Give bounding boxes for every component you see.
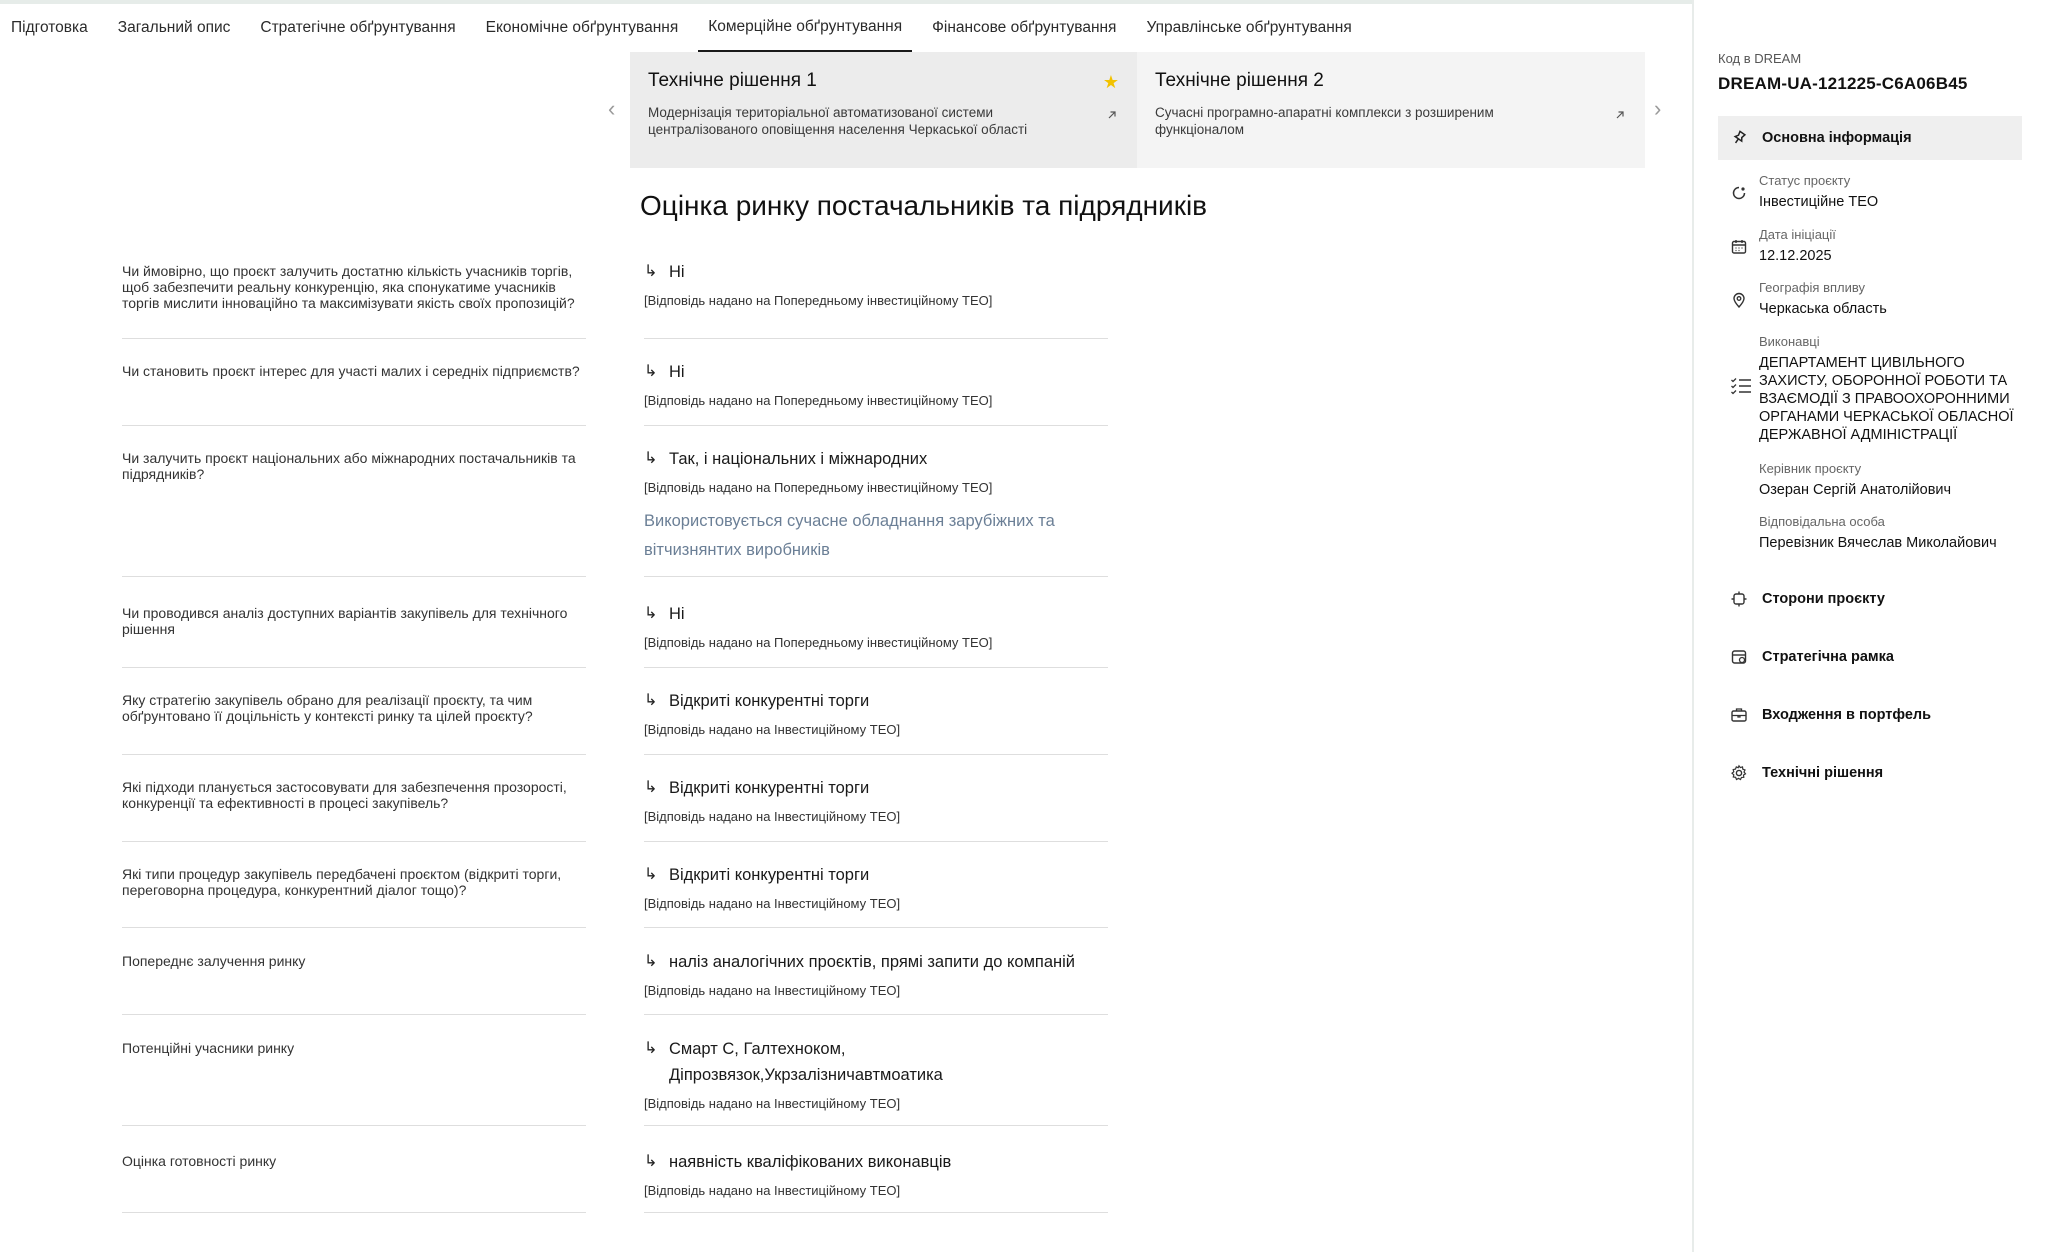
- divider: [644, 1125, 1108, 1126]
- divider: [644, 841, 1108, 842]
- question-text: Яку стратегію закупівель обрано для реалізації проєкту, та чим обґрунтовано її доцільність у контексті ринку та цілей проєкту?: [122, 692, 533, 724]
- tech-solution-card-1[interactable]: [630, 52, 1137, 168]
- divider: [122, 425, 586, 426]
- info-label: Статус проєкту: [1759, 173, 1851, 188]
- nav-portfolio-entry[interactable]: [1718, 697, 2022, 733]
- divider: [644, 576, 1108, 577]
- nav-label: Стратегічна рамка: [1762, 649, 1894, 665]
- info-label: Дата ініціації: [1759, 227, 1836, 242]
- answer-block: [644, 601, 1108, 650]
- answer-text: Ні: [669, 605, 685, 623]
- pin-icon: [1730, 129, 1748, 147]
- frame-icon: [1730, 648, 1748, 666]
- info-label: Географія впливу: [1759, 280, 1865, 295]
- answer-source: [Відповідь надано на Інвестиційному ТЕО]: [644, 1183, 901, 1198]
- carousel-prev-icon[interactable]: ‹: [608, 96, 616, 121]
- project-sidebar: [1692, 0, 2048, 1252]
- tab-financial-case[interactable]: Фінансове обґрунтування: [932, 19, 1117, 36]
- reply-arrow-icon: ↳: [644, 450, 658, 467]
- question-text: Попереднє залучення ринку: [122, 953, 306, 969]
- nav-label: Сторони проєкту: [1762, 591, 1885, 607]
- answer-text: наліз аналогічних проєктів, прямі запити до компаній: [669, 953, 1076, 971]
- answer-text: Відкриті конкурентні торги: [669, 692, 870, 710]
- answer-text: Ні: [669, 363, 685, 381]
- divider: [644, 338, 1108, 339]
- answer-source: [Відповідь надано на Попередньому інвестиційному ТЕО]: [644, 480, 993, 495]
- divider: [644, 1014, 1108, 1015]
- section-title: Оцінка ринку постачальників та підрядників: [640, 190, 1208, 221]
- answer-source: [Відповідь надано на Інвестиційному ТЕО]: [644, 983, 901, 998]
- nav-main-info-label: Основна інформація: [1762, 130, 1912, 146]
- nav-strategic-frame[interactable]: [1718, 639, 2022, 675]
- info-value: Озеран Сергій Анатолійович: [1759, 482, 1952, 498]
- answer-source: [Відповідь надано на Інвестиційному ТЕО]: [644, 1096, 901, 1111]
- info-value: Черкаська область: [1759, 301, 1887, 317]
- parties-icon: [1730, 590, 1748, 608]
- gear-icon: [1730, 764, 1748, 782]
- checklist-icon: [1730, 376, 1752, 396]
- answer-text: Так, і національних і міжнародних: [669, 450, 928, 468]
- divider: [122, 338, 586, 339]
- question-text: Які підходи планується застосовувати для забезпечення прозорості, конкуренції та ефективності в процесі закупівель?: [122, 779, 567, 811]
- answer-source: [Відповідь надано на Інвестиційному ТЕО]: [644, 896, 901, 911]
- question-text: Які типи процедур закупівель передбачені проєктом (відкриті торги, переговорна процедура, конкурентний діалог тощо)?: [122, 866, 562, 898]
- answer-source: [Відповідь надано на Інвестиційному ТЕО]: [644, 722, 901, 737]
- nav-technical-solutions[interactable]: [1718, 755, 2022, 791]
- nav-project-parties[interactable]: [1718, 581, 2022, 617]
- reply-arrow-icon: ↳: [644, 1153, 658, 1170]
- answer-block: [644, 1149, 1108, 1198]
- tech-solution-title: Технічне рішення 1: [648, 70, 817, 91]
- question-text: Потенційні учасники ринку: [122, 1040, 295, 1056]
- answer-block: [644, 446, 1108, 565]
- answer-text: Відкриті конкурентні торги: [669, 866, 870, 884]
- answer-block: [644, 259, 1108, 308]
- info-value: Перевізник Вячеслав Миколайович: [1759, 535, 1997, 551]
- reply-arrow-icon: ↳: [644, 605, 658, 622]
- section-tabs: [0, 4, 1371, 52]
- answer-block: [644, 949, 1108, 998]
- divider: [644, 425, 1108, 426]
- answer-block: [644, 359, 1108, 408]
- tab-preparation[interactable]: Підготовка: [11, 19, 88, 36]
- question-text: Чи ймовірно, що проєкт залучить достатню кількість учасників торгів, щоб забезпечити реальну конкуренцію, яка спонукатиме учасників торгів мислити інноваційно та максимізувати якість своїх пропозицій?: [122, 263, 575, 311]
- answer-block: [644, 1036, 1108, 1111]
- question-text: Чи становить проєкт інтерес для участі малих і середніх підприємств?: [122, 363, 580, 379]
- reply-arrow-icon: ↳: [644, 953, 658, 970]
- tech-solution-desc: Модернізація територіальної автоматизованої системи централізованого оповіщення населення Черкаської області: [648, 105, 1028, 137]
- nav-label: Технічні рішення: [1762, 765, 1884, 781]
- answer-source: [Відповідь надано на Попередньому інвестиційному ТЕО]: [644, 635, 993, 650]
- question-text: Оцінка готовності ринку: [122, 1153, 277, 1169]
- divider: [122, 1014, 586, 1015]
- info-label: Керівник проєкту: [1759, 461, 1862, 476]
- answer-text: Смарт С, Галтехноком, Діпрозвязок,Укрзалізничавтмоатика: [669, 1040, 943, 1084]
- carousel-next-icon[interactable]: ›: [1654, 96, 1662, 121]
- tab-management-case[interactable]: Управлінське обґрунтування: [1146, 19, 1352, 36]
- answer-block: [644, 688, 1108, 737]
- tech-solution-desc: Сучасні програмно-апаратні комплекси з розширеним функціоналом: [1155, 105, 1494, 137]
- divider: [122, 1125, 586, 1126]
- answer-text: Відкриті конкурентні торги: [669, 779, 870, 797]
- reply-arrow-icon: ↳: [644, 1040, 658, 1057]
- open-external-icon[interactable]: [1107, 110, 1117, 120]
- calendar-icon: [1730, 238, 1748, 256]
- location-pin-icon: [1730, 291, 1748, 309]
- main-content: [0, 4, 1692, 1252]
- nav-main-info[interactable]: [1718, 116, 2022, 160]
- tab-strategic-case[interactable]: Стратегічне обґрунтування: [260, 19, 456, 36]
- open-external-icon[interactable]: [1615, 110, 1625, 120]
- project-code: DREAM-UA-121225-C6A06B45: [1718, 74, 1968, 93]
- divider: [644, 1212, 1108, 1213]
- question-text: Чи залучить проєкт національних або міжнародних постачальників та підрядників?: [122, 450, 576, 482]
- tab-commercial-case[interactable]: Комерційне обґрунтування: [698, 4, 912, 52]
- divider: [122, 576, 586, 577]
- status-icon: [1730, 184, 1748, 202]
- info-label: Відповідальна особа: [1759, 514, 1885, 529]
- answer-source: [Відповідь надано на Інвестиційному ТЕО]: [644, 809, 901, 824]
- divider: [122, 667, 586, 668]
- reply-arrow-icon: ↳: [644, 363, 658, 380]
- project-code-label: Код в DREAM: [1718, 51, 1802, 66]
- tech-solution-card-2[interactable]: [1137, 52, 1645, 168]
- tab-general-description[interactable]: Загальний опис: [117, 19, 231, 36]
- tech-solution-title: Технічне рішення 2: [1155, 70, 1324, 91]
- answer-block: [644, 775, 1108, 824]
- info-value: Інвестиційне ТЕО: [1759, 194, 1879, 210]
- answer-text: наявність кваліфікованих виконавців: [669, 1153, 952, 1171]
- divider: [122, 841, 586, 842]
- reply-arrow-icon: ↳: [644, 866, 658, 883]
- briefcase-icon: [1730, 706, 1748, 724]
- info-value: 12.12.2025: [1759, 248, 1832, 264]
- divider: [644, 667, 1108, 668]
- reply-arrow-icon: ↳: [644, 779, 658, 796]
- divider: [122, 927, 586, 928]
- tab-economic-case[interactable]: Економічне обґрунтування: [485, 19, 679, 36]
- question-text: Чи проводився аналіз доступних варіантів закупівель для технічного рішення: [122, 605, 568, 637]
- answer-source: [Відповідь надано на Попередньому інвестиційному ТЕО]: [644, 293, 993, 308]
- answer-source: [Відповідь надано на Попередньому інвестиційному ТЕО]: [644, 393, 993, 408]
- answer-block: [644, 862, 1108, 911]
- answer-comment: Використовується сучасне обладнання зарубіжних та вітчизнянтих виробників: [644, 512, 1055, 559]
- divider: [122, 1212, 586, 1213]
- answer-text: Ні: [669, 263, 685, 281]
- divider: [122, 754, 586, 755]
- info-label: Виконавці: [1759, 334, 1820, 349]
- nav-label: Входження в портфель: [1762, 707, 1932, 723]
- reply-arrow-icon: ↳: [644, 263, 658, 280]
- reply-arrow-icon: ↳: [644, 692, 658, 709]
- divider: [644, 754, 1108, 755]
- divider: [644, 927, 1108, 928]
- info-value: ДЕПАРТАМЕНТ ЦИВІЛЬНОГО ЗАХИСТУ, ОБОРОННОЇ РОБОТИ ТА ВЗАЄМОДІЇ З ПРАВООХОРОННИМИ ОРГАНАМИ ЧЕРКАСЬКОЇ ОБЛАСНОЇ ДЕРЖАВНОЇ АДМІНІСТРАЦІЇ: [1759, 355, 2014, 443]
- star-icon[interactable]: ★: [1102, 72, 1119, 92]
